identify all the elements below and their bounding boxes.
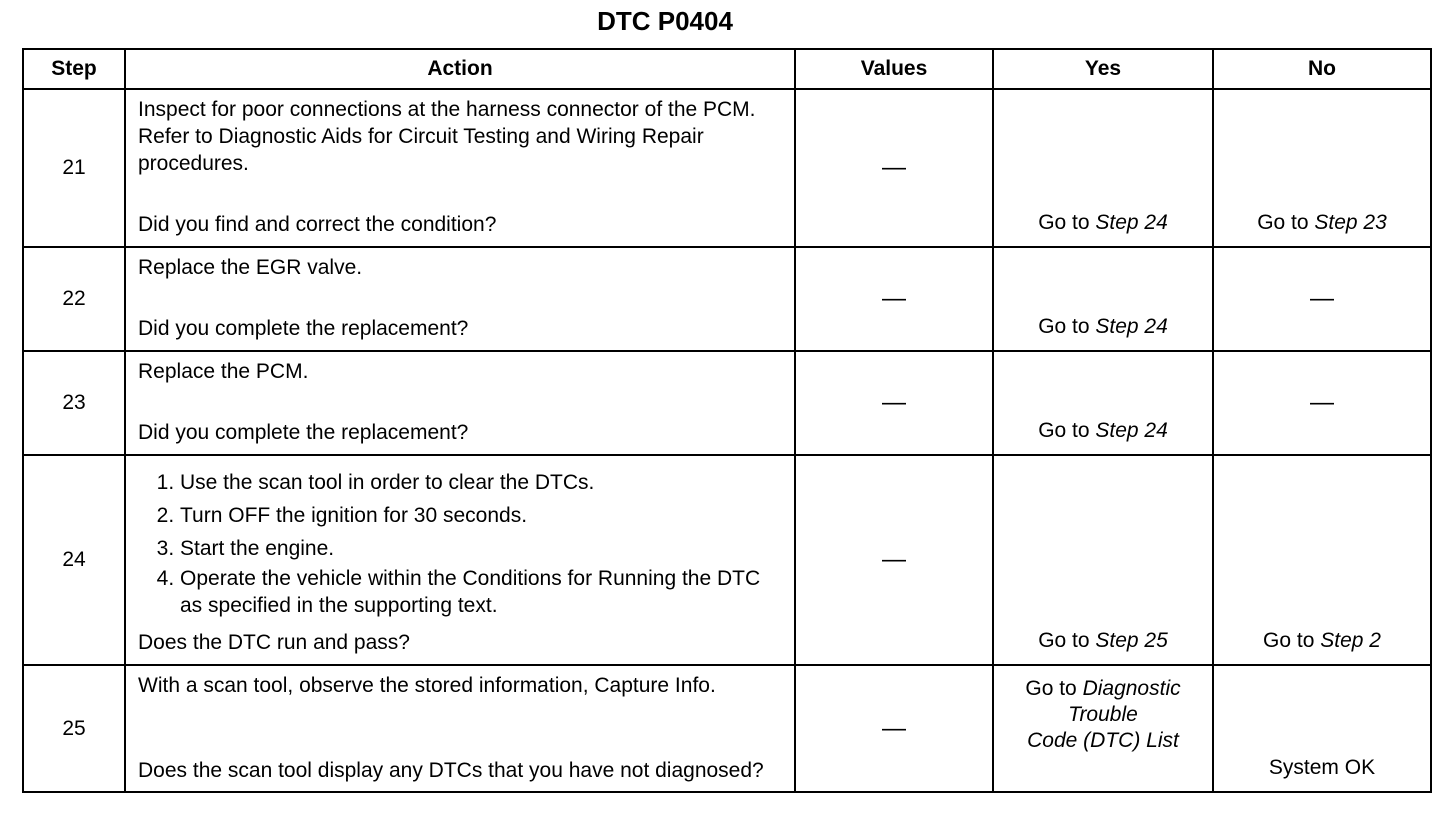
action-cell <box>125 247 795 351</box>
yes-text <box>994 314 1212 340</box>
step-number: 24 <box>23 455 125 665</box>
yes-cell <box>993 247 1213 351</box>
yes-step-link: Step 24 <box>1095 419 1168 442</box>
no-step-link: Step 2 <box>1320 629 1381 652</box>
no-step-link: Step 23 <box>1314 211 1387 234</box>
yes-cell <box>993 665 1213 792</box>
diagnostic-table <box>22 48 1432 793</box>
action-text: Replace the EGR valve. <box>138 256 363 279</box>
yes-step-link: Step 24 <box>1095 211 1168 234</box>
table-row <box>23 351 1431 455</box>
header-values: Values <box>795 49 993 89</box>
action-question: Did you complete the replacement? <box>138 317 469 340</box>
no-cell: — <box>1213 247 1431 351</box>
action-cell <box>125 665 795 792</box>
no-text <box>1214 210 1430 236</box>
yes-prefix: Go to <box>1038 315 1096 338</box>
yes-text <box>994 676 1212 754</box>
yes-diagnostic-link-1: Diagnostic <box>1082 677 1181 700</box>
table-row <box>23 89 1431 247</box>
step-number: 22 <box>23 247 125 351</box>
no-prefix: Go to <box>1257 211 1315 234</box>
header-step: Step <box>23 49 125 89</box>
no-cell <box>1213 89 1431 247</box>
no-cell: — <box>1213 351 1431 455</box>
list-item: 3. Start the engine. <box>180 532 782 565</box>
yes-cell <box>993 455 1213 665</box>
list-item: 4. Operate the vehicle within the Conditions for Running the DTC as specified in the supporting text. <box>180 565 782 619</box>
no-text: System OK <box>1268 756 1376 779</box>
action-text: Replace the PCM. <box>138 360 309 383</box>
values-cell: — <box>795 455 993 665</box>
values-cell: — <box>795 247 993 351</box>
action-cell <box>125 351 795 455</box>
yes-prefix: Go to <box>1038 629 1096 652</box>
action-question: Does the scan tool display any DTCs that you have not diagnosed? <box>138 759 764 782</box>
no-cell <box>1213 665 1431 792</box>
no-text <box>1214 628 1430 654</box>
action-cell <box>125 455 795 665</box>
action-text: With a scan tool, observe the stored information, Capture Info. <box>138 674 716 697</box>
yes-prefix: Go to <box>1038 419 1096 442</box>
no-prefix: Go to <box>1263 629 1321 652</box>
list-item: 1. Use the scan tool in order to clear the DTCs. <box>180 466 782 499</box>
yes-step-link: Step 24 <box>1095 315 1168 338</box>
header-no: No <box>1213 49 1431 89</box>
action-question: Does the DTC run and pass? <box>138 631 410 654</box>
yes-cell <box>993 89 1213 247</box>
header-row <box>23 49 1431 89</box>
table-row <box>23 455 1431 665</box>
yes-prefix: Go to <box>1025 677 1083 700</box>
action-text: Inspect for poor connections at the harness connector of the PCM. Refer to Diagnostic Aids for Circuit Testing and Wiring Repair procedures. <box>138 98 756 175</box>
action-question: Did you complete the replacement? <box>138 421 469 444</box>
page-title: DTC P0404 <box>597 6 733 36</box>
header-action: Action <box>125 49 795 89</box>
yes-diagnostic-link-2: Trouble <box>1068 703 1138 726</box>
step-number: 23 <box>23 351 125 455</box>
yes-cell <box>993 351 1213 455</box>
yes-text <box>994 210 1212 236</box>
list-item: 2. Turn OFF the ignition for 30 seconds. <box>180 499 782 532</box>
yes-text <box>994 418 1212 444</box>
values-cell: — <box>795 351 993 455</box>
table-row <box>23 665 1431 792</box>
step-number: 21 <box>23 89 125 247</box>
action-question: Did you find and correct the condition? <box>138 213 497 236</box>
yes-text <box>994 628 1212 654</box>
values-cell: — <box>795 665 993 792</box>
yes-diagnostic-link-3: Code (DTC) List <box>1027 729 1179 752</box>
yes-prefix: Go to <box>1038 211 1096 234</box>
values-cell: — <box>795 89 993 247</box>
table-row <box>23 247 1431 351</box>
header-yes: Yes <box>993 49 1213 89</box>
no-cell <box>1213 455 1431 665</box>
action-steps-list <box>138 466 782 619</box>
yes-step-link: Step 25 <box>1095 629 1168 652</box>
step-number: 25 <box>23 665 125 792</box>
action-cell <box>125 89 795 247</box>
